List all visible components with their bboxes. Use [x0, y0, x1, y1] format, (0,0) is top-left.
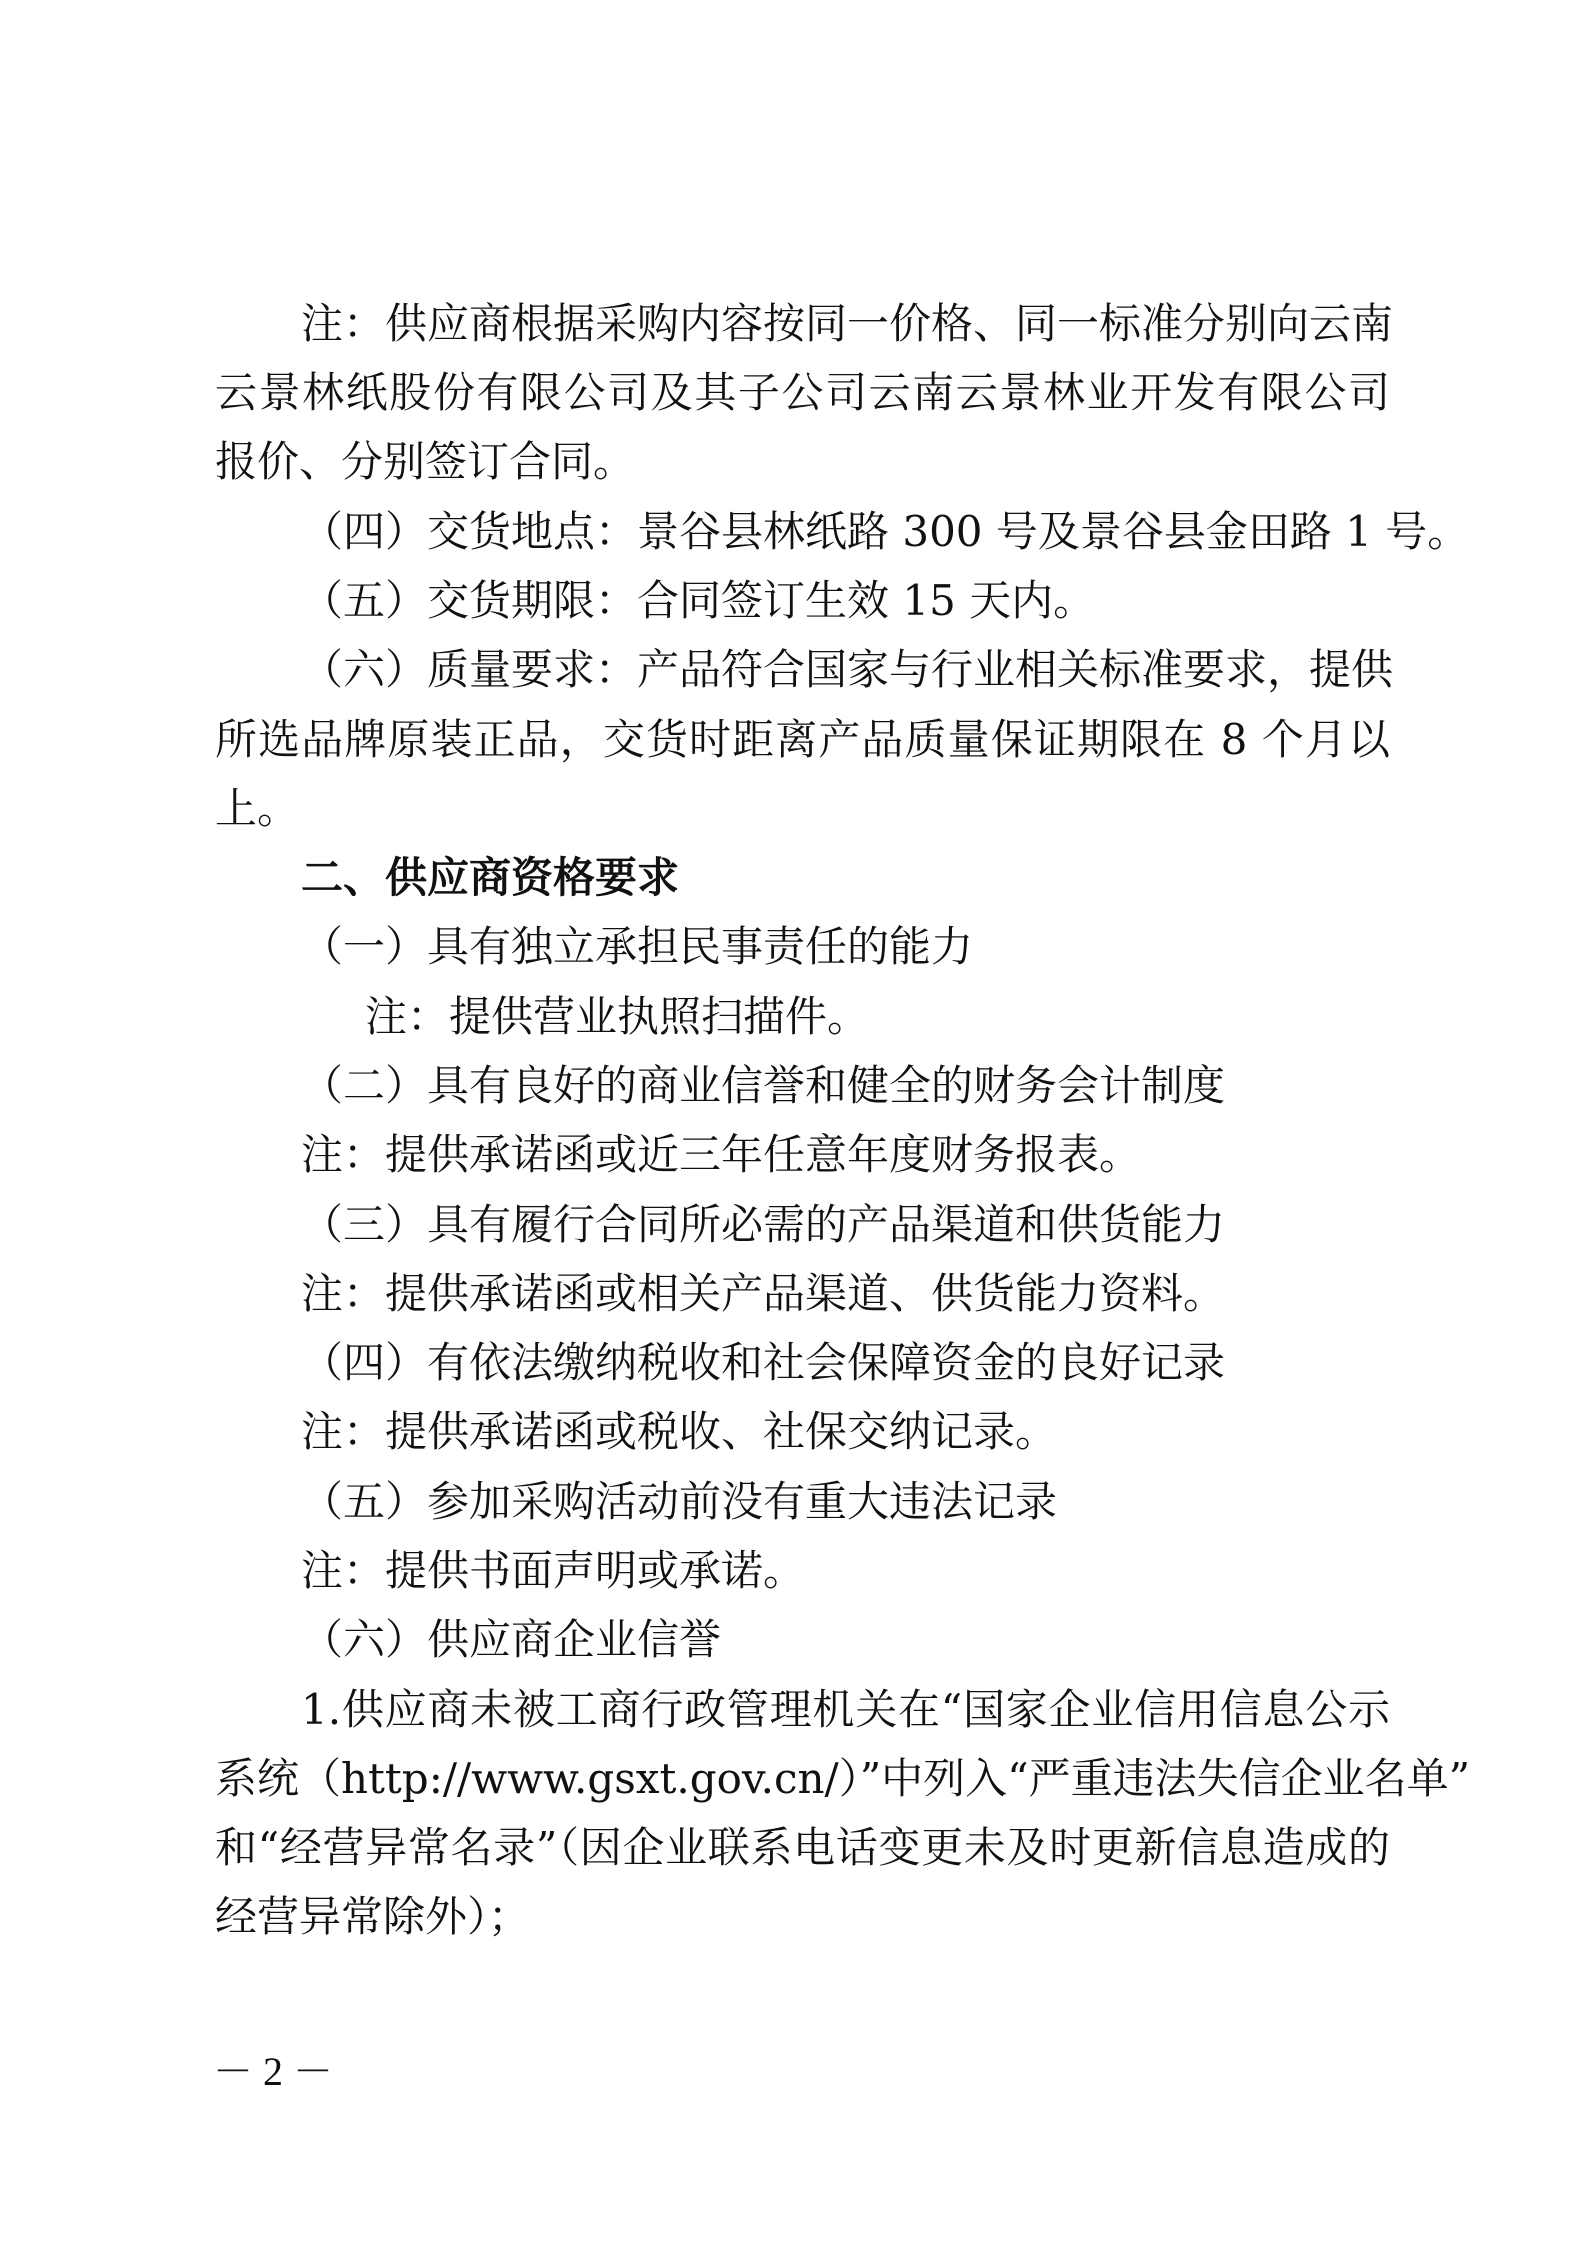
- requirement-item-3: （三）具有履行合同所必需的产品渠道和供货能力: [301, 1200, 1226, 1249]
- page-number: － 2 －: [213, 2049, 333, 2094]
- requirement-note-5: 注：提供书面声明或承诺。: [301, 1546, 806, 1595]
- requirement-note-3: 注：提供承诺函或相关产品渠道、供货能力资料。: [301, 1269, 1226, 1318]
- credit-paragraph-line: 系统（http://www.gsxt.gov.cn/）”中列入“严重违法失信企业名单”: [215, 1754, 1471, 1803]
- requirement-item-4: （四）有依法缴纳税收和社会保障资金的良好记录: [301, 1338, 1226, 1387]
- credit-paragraph-line: 经营异常除外）；: [215, 1892, 531, 1941]
- credit-paragraph-line: 和“经营异常名录”（因企业联系电话变更未及时更新信息造成的: [215, 1823, 1390, 1872]
- requirement-note-2: 注：提供承诺函或近三年任意年度财务报表。: [301, 1130, 1142, 1179]
- requirement-item-2: （二）具有良好的商业信誉和健全的财务会计制度: [301, 1061, 1226, 1110]
- requirement-item-5: （五）参加采购活动前没有重大违法记录: [301, 1477, 1058, 1526]
- note-paragraph-line: 云景林纸股份有限公司及其子公司云南云景林业开发有限公司: [215, 368, 1390, 417]
- section-heading: 二、供应商资格要求: [301, 853, 680, 902]
- delivery-location: （四）交货地点：景谷县林纸路 300 号及景谷县金田路 1 号。: [301, 507, 1470, 556]
- quality-requirement-line: （六）质量要求：产品符合国家与行业相关标准要求，提供: [301, 645, 1394, 694]
- requirement-note-1: 注：提供营业执照扫描件。: [365, 992, 870, 1041]
- delivery-deadline: （五）交货期限：合同签订生效 15 天内。: [301, 576, 1096, 625]
- requirement-item-1: （一）具有独立承担民事责任的能力: [301, 922, 974, 971]
- quality-requirement-line: 上。: [215, 784, 300, 833]
- requirement-item-6: （六）供应商企业信誉: [301, 1615, 722, 1664]
- requirement-note-4: 注：提供承诺函或税收、社保交纳记录。: [301, 1407, 1058, 1456]
- note-paragraph-line: 报价、分别签订合同。: [215, 437, 636, 486]
- quality-requirement-line: 所选品牌原装正品，交货时距离产品质量保证期限在 8 个月以: [215, 715, 1390, 764]
- note-paragraph-line: 注：供应商根据采购内容按同一价格、同一标准分别向云南: [301, 299, 1394, 348]
- credit-paragraph-line: 1.供应商未被工商行政管理机关在“国家企业信用信息公示: [301, 1685, 1390, 1734]
